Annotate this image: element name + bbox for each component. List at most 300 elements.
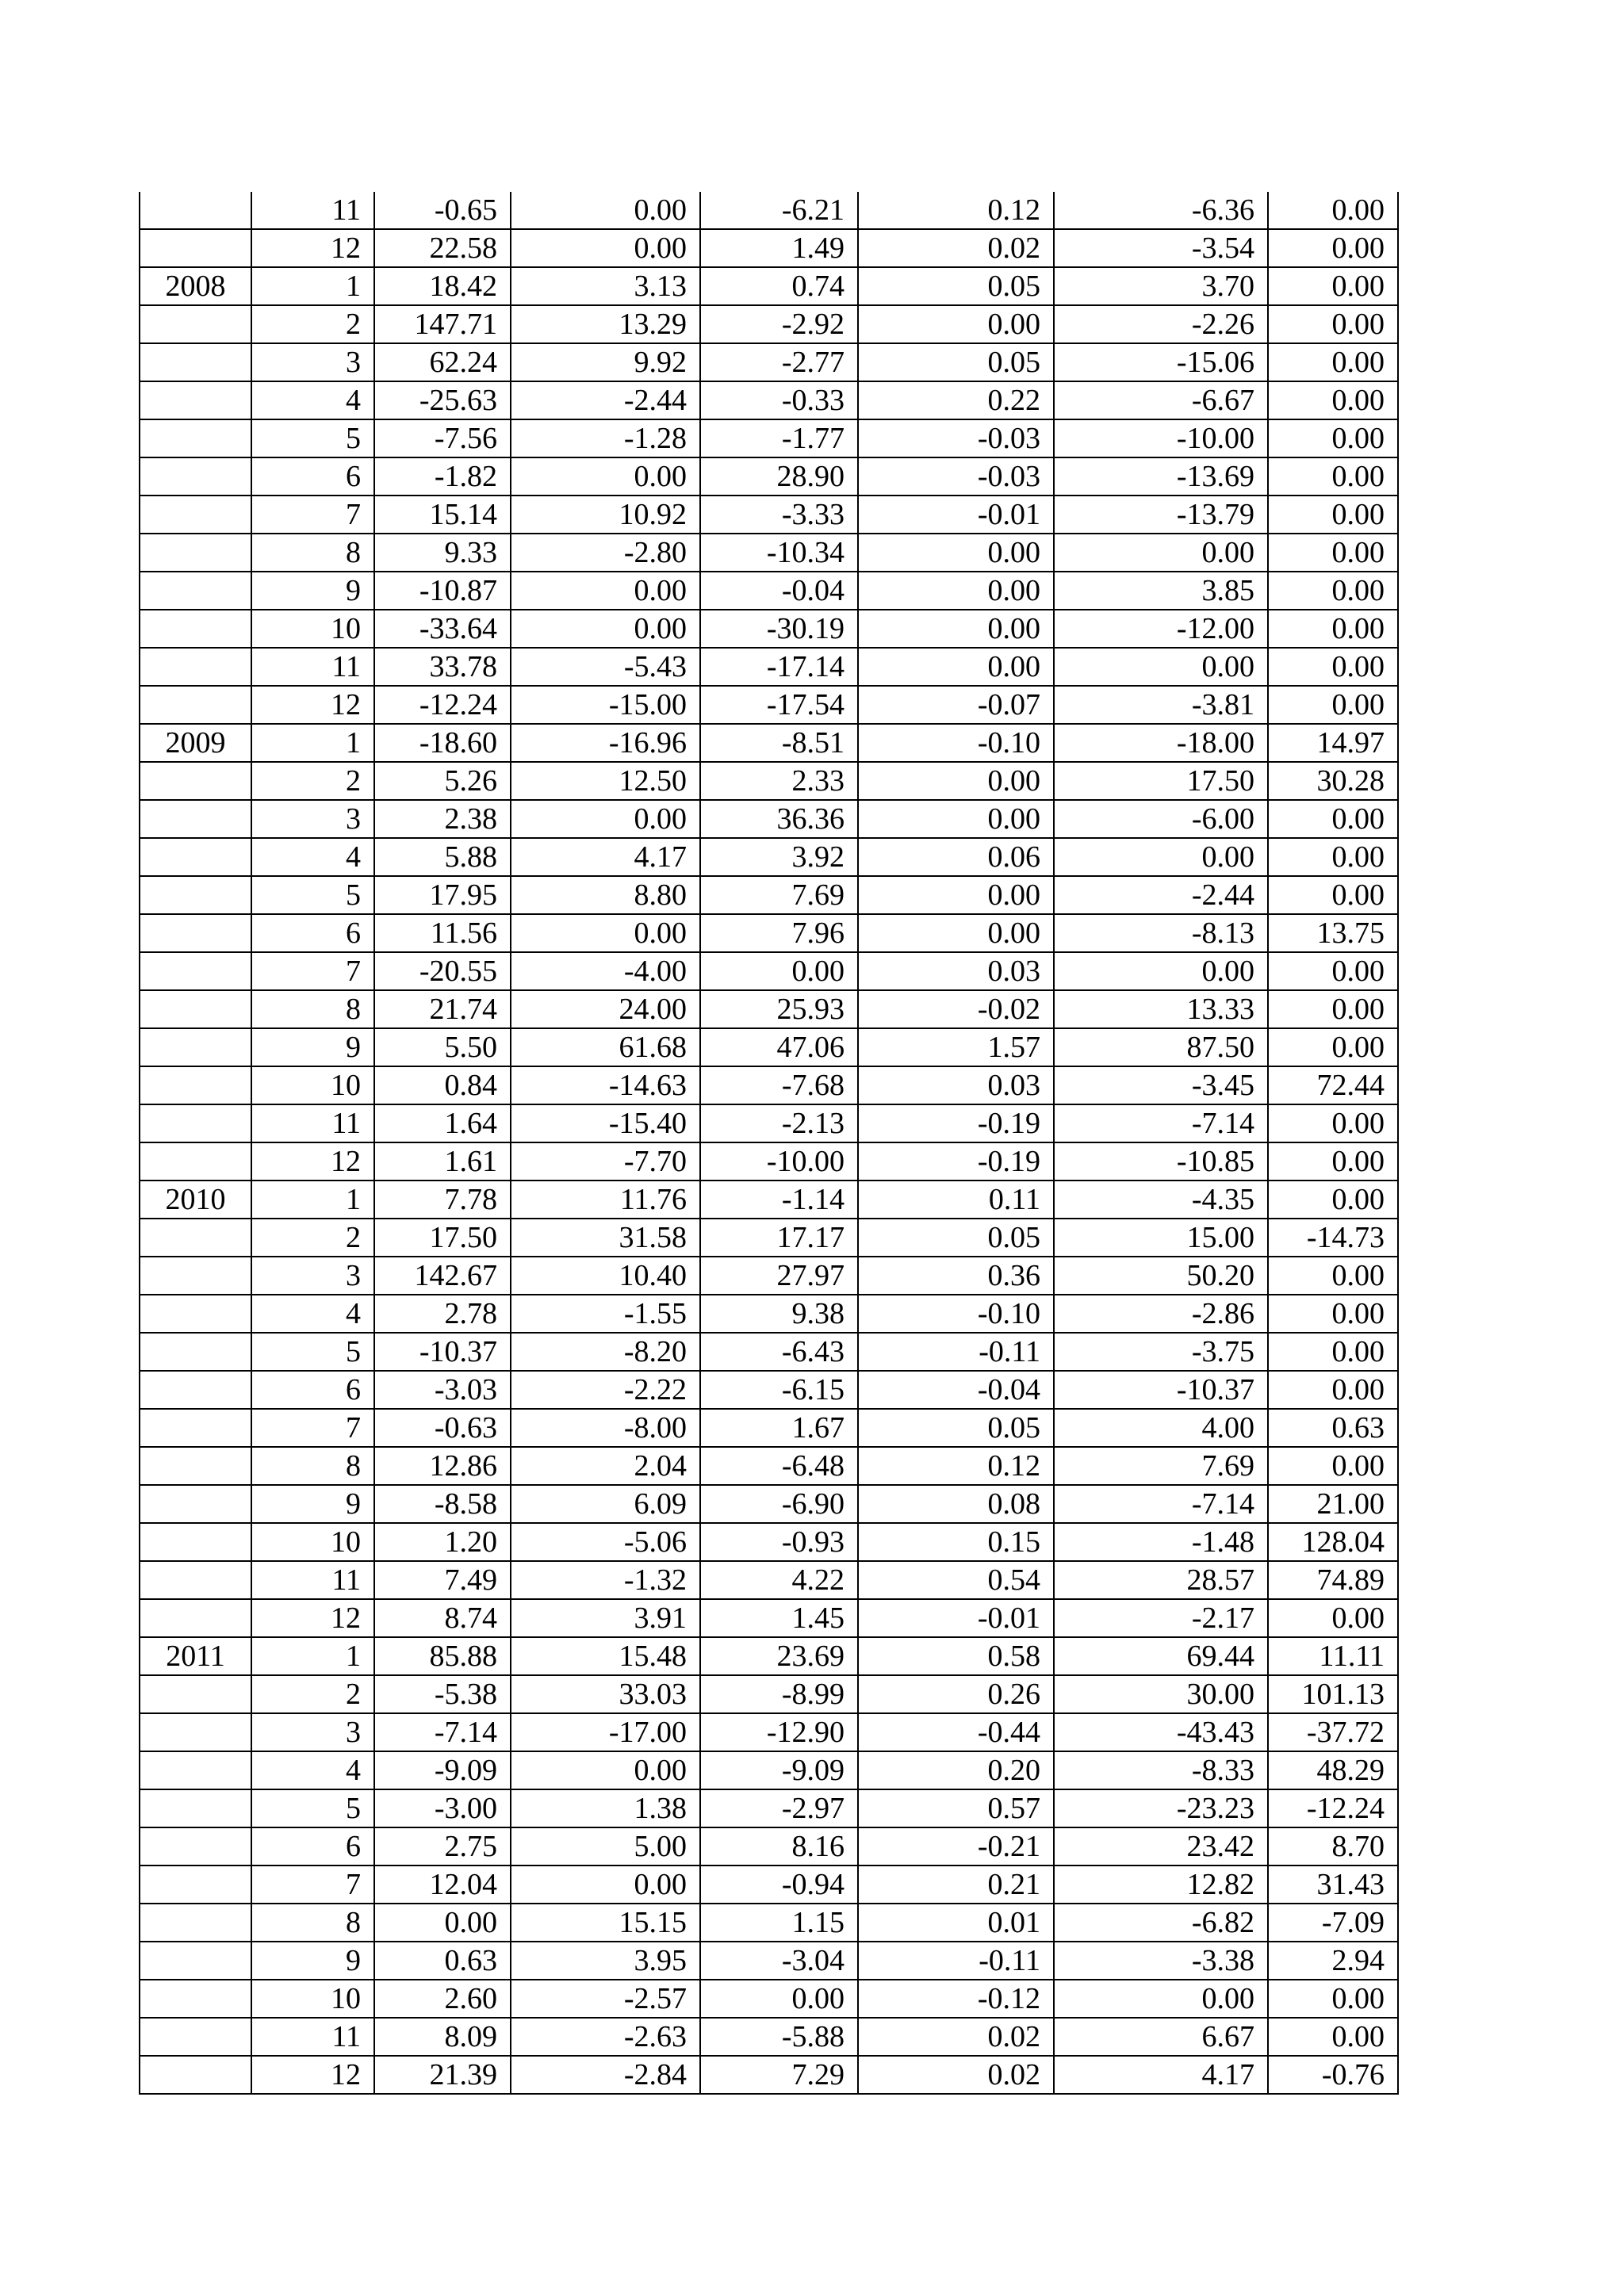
- value-cell-1: 9.33: [374, 534, 511, 572]
- value-cell-6: 0.00: [1268, 610, 1398, 648]
- value-cell-1: 85.88: [374, 1637, 511, 1675]
- value-cell-3: 0.74: [700, 267, 858, 305]
- table-row: [140, 1523, 1398, 1561]
- table-row: [140, 800, 1398, 838]
- value-cell-5: -3.38: [1054, 1942, 1268, 1980]
- value-cell-3: -5.88: [700, 2018, 858, 2056]
- value-cell-2: 61.68: [511, 1028, 700, 1066]
- value-cell-4: -0.07: [858, 686, 1054, 724]
- value-cell-3: 8.16: [700, 1827, 858, 1866]
- value-cell-5: -10.37: [1054, 1371, 1268, 1409]
- year-cell: [140, 419, 251, 457]
- value-cell-1: 17.95: [374, 876, 511, 914]
- value-cell-4: -0.19: [858, 1104, 1054, 1142]
- value-cell-4: -0.11: [858, 1942, 1054, 1980]
- value-cell-6: 0.00: [1268, 1142, 1398, 1181]
- value-cell-6: 0.00: [1268, 2018, 1398, 2056]
- month-cell: 4: [251, 1295, 374, 1333]
- month-cell: 6: [251, 1371, 374, 1409]
- value-cell-5: -23.23: [1054, 1789, 1268, 1827]
- value-cell-1: -20.55: [374, 952, 511, 990]
- value-cell-2: 0.00: [511, 1866, 700, 1904]
- value-cell-3: 7.29: [700, 2056, 858, 2094]
- table-row: [140, 534, 1398, 572]
- value-cell-4: 0.00: [858, 572, 1054, 610]
- value-cell-3: -6.15: [700, 1371, 858, 1409]
- value-cell-4: 0.05: [858, 343, 1054, 381]
- value-cell-4: 0.05: [858, 267, 1054, 305]
- value-cell-6: 0.00: [1268, 1333, 1398, 1371]
- table-row: [140, 1219, 1398, 1257]
- value-cell-4: 0.08: [858, 1485, 1054, 1523]
- value-cell-3: -6.21: [700, 192, 858, 229]
- value-cell-2: 1.38: [511, 1789, 700, 1827]
- value-cell-4: -0.03: [858, 419, 1054, 457]
- value-cell-2: 3.95: [511, 1942, 700, 1980]
- value-cell-2: 12.50: [511, 762, 700, 800]
- value-cell-4: 0.05: [858, 1409, 1054, 1447]
- value-cell-2: -8.00: [511, 1409, 700, 1447]
- value-cell-2: -15.40: [511, 1104, 700, 1142]
- table-row: [140, 648, 1398, 686]
- value-cell-3: -2.97: [700, 1789, 858, 1827]
- value-cell-3: 25.93: [700, 990, 858, 1028]
- month-cell: 10: [251, 1980, 374, 2018]
- value-cell-6: -0.76: [1268, 2056, 1398, 2094]
- value-cell-2: -8.20: [511, 1333, 700, 1371]
- value-cell-4: 0.06: [858, 838, 1054, 876]
- year-cell: [140, 952, 251, 990]
- value-cell-6: 0.00: [1268, 1181, 1398, 1219]
- month-cell: 12: [251, 229, 374, 267]
- month-cell: 12: [251, 1599, 374, 1637]
- month-cell: 6: [251, 914, 374, 952]
- value-cell-3: -3.04: [700, 1942, 858, 1980]
- month-cell: 11: [251, 192, 374, 229]
- table-row: [140, 1599, 1398, 1637]
- year-cell: [140, 1333, 251, 1371]
- value-cell-2: 11.76: [511, 1181, 700, 1219]
- table-row: [140, 1257, 1398, 1295]
- table-row: [140, 686, 1398, 724]
- table-row: [140, 762, 1398, 800]
- year-cell: [140, 610, 251, 648]
- month-cell: 5: [251, 1333, 374, 1371]
- value-cell-5: -15.06: [1054, 343, 1268, 381]
- value-cell-5: -2.26: [1054, 305, 1268, 343]
- value-cell-3: 0.00: [700, 1980, 858, 2018]
- value-cell-5: 13.33: [1054, 990, 1268, 1028]
- year-cell: [140, 534, 251, 572]
- year-cell: [140, 1219, 251, 1257]
- value-cell-2: 0.00: [511, 192, 700, 229]
- table-row: [140, 1181, 1398, 1219]
- month-cell: 7: [251, 496, 374, 534]
- value-cell-3: 1.15: [700, 1904, 858, 1942]
- table-row: [140, 1751, 1398, 1789]
- value-cell-4: 0.03: [858, 1066, 1054, 1104]
- value-cell-4: -0.01: [858, 1599, 1054, 1637]
- value-cell-3: 7.96: [700, 914, 858, 952]
- value-cell-6: 0.00: [1268, 305, 1398, 343]
- value-cell-3: 2.33: [700, 762, 858, 800]
- value-cell-4: 0.00: [858, 648, 1054, 686]
- value-cell-4: 0.54: [858, 1561, 1054, 1599]
- value-cell-4: -0.10: [858, 1295, 1054, 1333]
- value-cell-1: 2.38: [374, 800, 511, 838]
- year-cell: [140, 1447, 251, 1485]
- table-row: [140, 2056, 1398, 2094]
- month-cell: 7: [251, 1866, 374, 1904]
- value-cell-2: -2.63: [511, 2018, 700, 2056]
- value-cell-6: 0.00: [1268, 267, 1398, 305]
- value-cell-1: 2.75: [374, 1827, 511, 1866]
- value-cell-5: 6.67: [1054, 2018, 1268, 2056]
- value-cell-4: -0.10: [858, 724, 1054, 762]
- value-cell-5: -1.48: [1054, 1523, 1268, 1561]
- value-cell-3: 1.49: [700, 229, 858, 267]
- value-cell-5: -4.35: [1054, 1181, 1268, 1219]
- value-cell-6: 31.43: [1268, 1866, 1398, 1904]
- value-cell-6: 0.00: [1268, 1371, 1398, 1409]
- value-cell-5: -2.44: [1054, 876, 1268, 914]
- month-cell: 8: [251, 534, 374, 572]
- table-row: [140, 610, 1398, 648]
- table-row: [140, 229, 1398, 267]
- year-cell: [140, 1409, 251, 1447]
- value-cell-3: -1.14: [700, 1181, 858, 1219]
- value-cell-2: 5.00: [511, 1827, 700, 1866]
- value-cell-2: 15.48: [511, 1637, 700, 1675]
- value-cell-4: 0.15: [858, 1523, 1054, 1561]
- value-cell-4: 0.11: [858, 1181, 1054, 1219]
- value-cell-5: 3.85: [1054, 572, 1268, 610]
- value-cell-2: 10.40: [511, 1257, 700, 1295]
- value-cell-6: 0.00: [1268, 838, 1398, 876]
- table-row: [140, 305, 1398, 343]
- month-cell: 2: [251, 305, 374, 343]
- value-cell-5: -6.36: [1054, 192, 1268, 229]
- value-cell-1: 18.42: [374, 267, 511, 305]
- value-cell-6: 8.70: [1268, 1827, 1398, 1866]
- value-cell-1: -12.24: [374, 686, 511, 724]
- value-cell-1: 5.50: [374, 1028, 511, 1066]
- month-cell: 12: [251, 686, 374, 724]
- month-cell: 5: [251, 1789, 374, 1827]
- month-cell: 1: [251, 1181, 374, 1219]
- value-cell-6: 0.00: [1268, 952, 1398, 990]
- value-cell-3: -17.14: [700, 648, 858, 686]
- value-cell-4: 0.22: [858, 381, 1054, 419]
- value-cell-2: -15.00: [511, 686, 700, 724]
- value-cell-3: -30.19: [700, 610, 858, 648]
- value-cell-6: 11.11: [1268, 1637, 1398, 1675]
- value-cell-1: -25.63: [374, 381, 511, 419]
- value-cell-6: 128.04: [1268, 1523, 1398, 1561]
- value-cell-4: 0.20: [858, 1751, 1054, 1789]
- month-cell: 4: [251, 1751, 374, 1789]
- table-row: [140, 496, 1398, 534]
- value-cell-1: -9.09: [374, 1751, 511, 1789]
- value-cell-1: -0.63: [374, 1409, 511, 1447]
- value-cell-3: 27.97: [700, 1257, 858, 1295]
- value-cell-1: 17.50: [374, 1219, 511, 1257]
- value-cell-5: -6.00: [1054, 800, 1268, 838]
- value-cell-2: -4.00: [511, 952, 700, 990]
- value-cell-1: -7.56: [374, 419, 511, 457]
- value-cell-4: 0.00: [858, 762, 1054, 800]
- table-row: [140, 343, 1398, 381]
- month-cell: 3: [251, 1257, 374, 1295]
- value-cell-3: 23.69: [700, 1637, 858, 1675]
- table-row: [140, 2018, 1398, 2056]
- value-cell-5: -18.00: [1054, 724, 1268, 762]
- value-cell-5: 12.82: [1054, 1866, 1268, 1904]
- value-cell-1: 33.78: [374, 648, 511, 686]
- year-cell: [140, 229, 251, 267]
- value-cell-2: 0.00: [511, 457, 700, 496]
- table-row: [140, 572, 1398, 610]
- value-cell-5: -3.54: [1054, 229, 1268, 267]
- value-cell-2: 33.03: [511, 1675, 700, 1713]
- value-cell-6: 0.00: [1268, 457, 1398, 496]
- year-cell: [140, 1751, 251, 1789]
- year-cell: [140, 1485, 251, 1523]
- value-cell-4: -0.03: [858, 457, 1054, 496]
- year-cell: [140, 1523, 251, 1561]
- value-cell-6: 0.00: [1268, 800, 1398, 838]
- year-cell: [140, 762, 251, 800]
- value-cell-6: 0.00: [1268, 876, 1398, 914]
- table-row: [140, 457, 1398, 496]
- value-cell-1: -5.38: [374, 1675, 511, 1713]
- table-row: [140, 1675, 1398, 1713]
- value-cell-1: 21.39: [374, 2056, 511, 2094]
- value-cell-3: -17.54: [700, 686, 858, 724]
- table-row: [140, 1295, 1398, 1333]
- value-cell-5: 0.00: [1054, 534, 1268, 572]
- table-row: [140, 1561, 1398, 1599]
- year-cell: [140, 1827, 251, 1866]
- value-cell-5: 4.00: [1054, 1409, 1268, 1447]
- value-cell-3: -2.92: [700, 305, 858, 343]
- value-cell-5: 0.00: [1054, 648, 1268, 686]
- value-cell-2: 13.29: [511, 305, 700, 343]
- data-table: [139, 192, 1399, 2095]
- value-cell-3: -2.77: [700, 343, 858, 381]
- value-cell-3: -6.48: [700, 1447, 858, 1485]
- value-cell-5: -13.79: [1054, 496, 1268, 534]
- year-cell: [140, 192, 251, 229]
- year-cell: [140, 1675, 251, 1713]
- year-cell: [140, 1561, 251, 1599]
- value-cell-1: 12.86: [374, 1447, 511, 1485]
- value-cell-6: 2.94: [1268, 1942, 1398, 1980]
- value-cell-6: 0.00: [1268, 229, 1398, 267]
- value-cell-5: -10.85: [1054, 1142, 1268, 1181]
- value-cell-3: -10.34: [700, 534, 858, 572]
- value-cell-4: 0.00: [858, 876, 1054, 914]
- value-cell-4: 0.00: [858, 914, 1054, 952]
- value-cell-3: 36.36: [700, 800, 858, 838]
- year-cell: [140, 1713, 251, 1751]
- value-cell-1: 8.09: [374, 2018, 511, 2056]
- value-cell-4: 0.02: [858, 2018, 1054, 2056]
- value-cell-1: 0.00: [374, 1904, 511, 1942]
- month-cell: 3: [251, 1713, 374, 1751]
- month-cell: 10: [251, 610, 374, 648]
- value-cell-1: 7.49: [374, 1561, 511, 1599]
- value-cell-4: -0.04: [858, 1371, 1054, 1409]
- value-cell-5: 87.50: [1054, 1028, 1268, 1066]
- value-cell-6: 0.00: [1268, 1028, 1398, 1066]
- value-cell-4: 0.12: [858, 1447, 1054, 1485]
- value-cell-2: 15.15: [511, 1904, 700, 1942]
- year-cell: [140, 914, 251, 952]
- value-cell-2: 3.91: [511, 1599, 700, 1637]
- value-cell-6: 0.00: [1268, 686, 1398, 724]
- value-cell-3: -8.99: [700, 1675, 858, 1713]
- value-cell-1: 11.56: [374, 914, 511, 952]
- value-cell-6: 0.00: [1268, 1447, 1398, 1485]
- value-cell-1: 8.74: [374, 1599, 511, 1637]
- value-cell-1: 147.71: [374, 305, 511, 343]
- value-cell-5: 7.69: [1054, 1447, 1268, 1485]
- value-cell-4: -0.02: [858, 990, 1054, 1028]
- year-cell: [140, 838, 251, 876]
- value-cell-6: 0.00: [1268, 648, 1398, 686]
- value-cell-2: 31.58: [511, 1219, 700, 1257]
- value-cell-6: 0.00: [1268, 1257, 1398, 1295]
- value-cell-2: 2.04: [511, 1447, 700, 1485]
- table-row: [140, 1637, 1398, 1675]
- value-cell-6: 14.97: [1268, 724, 1398, 762]
- year-cell: [140, 1295, 251, 1333]
- month-cell: 1: [251, 724, 374, 762]
- value-cell-5: 15.00: [1054, 1219, 1268, 1257]
- value-cell-3: -6.90: [700, 1485, 858, 1523]
- value-cell-6: 0.00: [1268, 1104, 1398, 1142]
- value-cell-5: 30.00: [1054, 1675, 1268, 1713]
- value-cell-6: 74.89: [1268, 1561, 1398, 1599]
- value-cell-2: 0.00: [511, 229, 700, 267]
- value-cell-4: -0.12: [858, 1980, 1054, 2018]
- value-cell-1: 1.61: [374, 1142, 511, 1181]
- value-cell-2: 6.09: [511, 1485, 700, 1523]
- value-cell-6: 0.00: [1268, 1295, 1398, 1333]
- month-cell: 11: [251, 2018, 374, 2056]
- value-cell-2: -2.22: [511, 1371, 700, 1409]
- value-cell-1: -8.58: [374, 1485, 511, 1523]
- value-cell-4: 0.12: [858, 192, 1054, 229]
- value-cell-3: 1.67: [700, 1409, 858, 1447]
- month-cell: 12: [251, 2056, 374, 2094]
- value-cell-1: -18.60: [374, 724, 511, 762]
- value-cell-5: 0.00: [1054, 952, 1268, 990]
- value-cell-6: 30.28: [1268, 762, 1398, 800]
- month-cell: 2: [251, 1675, 374, 1713]
- value-cell-3: 9.38: [700, 1295, 858, 1333]
- value-cell-6: 0.00: [1268, 534, 1398, 572]
- value-cell-1: 0.84: [374, 1066, 511, 1104]
- year-cell: [140, 1789, 251, 1827]
- value-cell-2: 9.92: [511, 343, 700, 381]
- month-cell: 5: [251, 876, 374, 914]
- table-row: [140, 1789, 1398, 1827]
- value-cell-4: 0.02: [858, 2056, 1054, 2094]
- value-cell-6: -7.09: [1268, 1904, 1398, 1942]
- value-cell-5: 17.50: [1054, 762, 1268, 800]
- value-cell-1: 5.26: [374, 762, 511, 800]
- month-cell: 8: [251, 1447, 374, 1485]
- table-row: [140, 192, 1398, 229]
- table-body: [140, 192, 1398, 2094]
- value-cell-3: -10.00: [700, 1142, 858, 1181]
- value-cell-5: -6.67: [1054, 381, 1268, 419]
- year-cell: 2009: [140, 724, 251, 762]
- value-cell-4: 0.01: [858, 1904, 1054, 1942]
- value-cell-6: 0.00: [1268, 496, 1398, 534]
- value-cell-4: 0.02: [858, 229, 1054, 267]
- value-cell-2: -7.70: [511, 1142, 700, 1181]
- value-cell-1: 1.64: [374, 1104, 511, 1142]
- value-cell-5: 3.70: [1054, 267, 1268, 305]
- year-cell: [140, 1142, 251, 1181]
- value-cell-1: -10.37: [374, 1333, 511, 1371]
- value-cell-4: -0.01: [858, 496, 1054, 534]
- value-cell-4: 0.00: [858, 610, 1054, 648]
- value-cell-5: -2.86: [1054, 1295, 1268, 1333]
- value-cell-5: -6.82: [1054, 1904, 1268, 1942]
- value-cell-3: 0.00: [700, 952, 858, 990]
- value-cell-5: -12.00: [1054, 610, 1268, 648]
- month-cell: 8: [251, 1904, 374, 1942]
- value-cell-2: -1.28: [511, 419, 700, 457]
- month-cell: 1: [251, 267, 374, 305]
- value-cell-3: 1.45: [700, 1599, 858, 1637]
- value-cell-4: 0.36: [858, 1257, 1054, 1295]
- year-cell: 2011: [140, 1637, 251, 1675]
- value-cell-6: 0.00: [1268, 192, 1398, 229]
- value-cell-3: -1.77: [700, 419, 858, 457]
- value-cell-1: -1.82: [374, 457, 511, 496]
- value-cell-1: 15.14: [374, 496, 511, 534]
- value-cell-5: -8.13: [1054, 914, 1268, 952]
- value-cell-3: -0.93: [700, 1523, 858, 1561]
- value-cell-2: 8.80: [511, 876, 700, 914]
- value-cell-4: 0.00: [858, 800, 1054, 838]
- value-cell-3: -6.43: [700, 1333, 858, 1371]
- table-row: [140, 419, 1398, 457]
- value-cell-1: 142.67: [374, 1257, 511, 1295]
- value-cell-3: -2.13: [700, 1104, 858, 1142]
- table-row: [140, 1942, 1398, 1980]
- value-cell-5: 28.57: [1054, 1561, 1268, 1599]
- month-cell: 2: [251, 1219, 374, 1257]
- table-row: [140, 1980, 1398, 2018]
- value-cell-4: -0.44: [858, 1713, 1054, 1751]
- value-cell-4: 0.00: [858, 305, 1054, 343]
- value-cell-1: -7.14: [374, 1713, 511, 1751]
- value-cell-3: 3.92: [700, 838, 858, 876]
- month-cell: 9: [251, 1028, 374, 1066]
- value-cell-3: 47.06: [700, 1028, 858, 1066]
- month-cell: 11: [251, 1561, 374, 1599]
- value-cell-2: 0.00: [511, 914, 700, 952]
- value-cell-6: -14.73: [1268, 1219, 1398, 1257]
- value-cell-1: -3.00: [374, 1789, 511, 1827]
- value-cell-5: 50.20: [1054, 1257, 1268, 1295]
